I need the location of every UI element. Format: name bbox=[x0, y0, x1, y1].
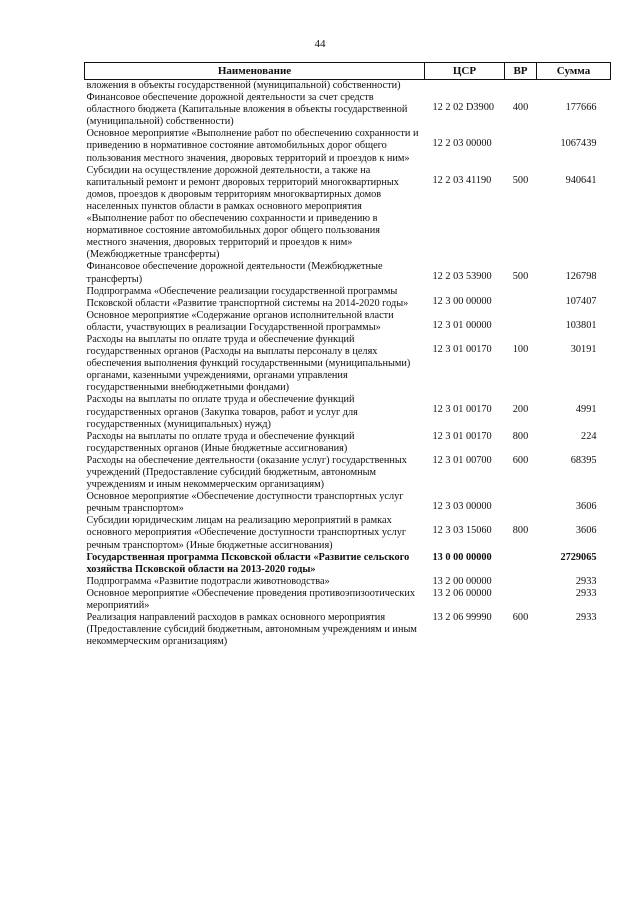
table-row bbox=[85, 431, 611, 455]
row-sum: 30191 bbox=[570, 343, 597, 355]
row-csr: 13 2 06 00000 bbox=[432, 587, 492, 599]
row-sum: 2933 bbox=[575, 587, 597, 599]
table-row bbox=[85, 165, 611, 262]
page-number: 44 bbox=[314, 38, 326, 50]
row-sum: 4991 bbox=[575, 404, 597, 416]
row-name: Финансовое обеспечение дорожной деятельности за счет средств областного бюджета (Капитальные вложения в объекты государственной (муниципальной) собственности) bbox=[86, 92, 408, 128]
row-sum: 3606 bbox=[575, 501, 597, 513]
table-row bbox=[85, 491, 611, 515]
row-vr: 500 bbox=[512, 174, 529, 186]
row-csr: 12 3 01 00000 bbox=[432, 319, 492, 331]
row-csr: 12 3 01 00170 bbox=[432, 404, 492, 416]
row-sum: 1067439 bbox=[560, 138, 597, 150]
row-vr: 800 bbox=[512, 430, 529, 442]
table-row bbox=[85, 286, 611, 310]
row-vr: 200 bbox=[512, 404, 529, 416]
row-name: Основное мероприятие «Обеспечение проведения противоэпизоотических мероприятий» bbox=[86, 587, 416, 612]
row-csr: 12 3 00 00000 bbox=[432, 295, 492, 307]
row-vr: 600 bbox=[512, 454, 529, 466]
row-csr bbox=[425, 80, 505, 93]
row-csr: 12 3 01 00700 bbox=[432, 454, 492, 466]
table-row bbox=[85, 455, 611, 491]
table-row bbox=[85, 576, 611, 588]
row-name: Основное мероприятие «Обеспечение доступности транспортных услуг речным транспортом» bbox=[86, 491, 404, 515]
row-vr bbox=[505, 80, 537, 93]
row-sum: 3606 bbox=[575, 525, 597, 537]
table-row bbox=[85, 394, 611, 430]
row-csr: 12 2 03 53900 bbox=[432, 271, 492, 283]
row-name: Основное мероприятие «Содержание органов исполнительной власти области, участвующих в реализации Государственной программы» bbox=[86, 309, 394, 333]
row-vr: 400 bbox=[512, 102, 529, 114]
header-name: Наименование bbox=[85, 63, 425, 80]
table-row bbox=[85, 334, 611, 394]
row-sum: 2933 bbox=[575, 575, 597, 587]
row-name: Подпрограмма «Развитие подотрасли животноводства» bbox=[86, 575, 330, 587]
row-csr: 12 3 01 00170 bbox=[432, 343, 492, 355]
row-sum: 177666 bbox=[565, 102, 597, 114]
row-vr: 500 bbox=[512, 271, 529, 283]
row-vr bbox=[505, 576, 537, 588]
row-csr: 12 2 03 00000 bbox=[432, 138, 492, 150]
table-row bbox=[85, 92, 611, 128]
row-csr: 12 3 03 15060 bbox=[432, 525, 492, 537]
row-vr bbox=[505, 128, 537, 164]
row-csr: 13 0 00 00000 bbox=[432, 551, 492, 563]
row-sum bbox=[537, 80, 611, 93]
row-csr: 13 2 06 99990 bbox=[432, 612, 492, 624]
header-csr: ЦСР bbox=[425, 63, 505, 80]
row-vr bbox=[505, 588, 537, 612]
header-sum: Сумма bbox=[537, 63, 611, 80]
budget-table bbox=[84, 62, 611, 648]
row-csr: 12 3 01 00170 bbox=[432, 430, 492, 442]
table-header-row bbox=[85, 63, 611, 80]
row-name: Субсидии юридическим лицам на реализацию мероприятий в рамках основного мероприятия «Обеспечение доступности транспортных услуг речным транспортом» (Иные бюджетные ассигнования) bbox=[86, 515, 407, 551]
row-csr: 13 2 00 00000 bbox=[432, 575, 492, 587]
row-name: Финансовое обеспечение дорожной деятельности (Межбюджетные трансферты) bbox=[86, 261, 383, 285]
row-name: Расходы на выплаты по оплате труда и обеспечение функций государственных органов (Расходы на выплаты персоналу в целях обеспечения выполнения функций государственными (муниципальными) органами, казенными учреждениями, органами управления государственными внебюджетными фондами) bbox=[86, 333, 411, 394]
table-row bbox=[85, 515, 611, 551]
row-name: Основное мероприятие «Выполнение работ по обеспечению сохранности и приведению в нормативное состояние автомобильных дорог общего пользования местного значения, дворовых территорий и проездов к ним» bbox=[86, 128, 419, 164]
table-row bbox=[85, 588, 611, 612]
row-vr bbox=[505, 310, 537, 334]
row-name: Расходы на выплаты по оплате труда и обеспечение функций государственных органов (Закупка товаров, работ и услуг для государственных (муниципальных) нужд) bbox=[86, 394, 358, 430]
row-vr bbox=[505, 491, 537, 515]
row-name: Расходы на обеспечение деятельности (оказание услуг) государственных учреждений (Предоставление субсидий бюджетным, автономным учреждениям и иным некоммерческим организациям) bbox=[86, 454, 407, 491]
row-csr: 12 3 03 00000 bbox=[432, 501, 492, 513]
row-sum: 940641 bbox=[565, 174, 597, 186]
row-vr: 600 bbox=[512, 612, 529, 624]
row-name: Подпрограмма «Обеспечение реализации государственной программы Псковской области «Развитие транспортной системы на 2014-2020 годы» bbox=[86, 285, 409, 309]
table-row bbox=[85, 128, 611, 164]
row-sum: 126798 bbox=[565, 271, 597, 283]
row-csr: 12 2 03 41190 bbox=[432, 174, 492, 186]
header-vr: ВР bbox=[505, 63, 537, 80]
table-row bbox=[85, 310, 611, 334]
row-name: Субсидии на осуществление дорожной деятельности, а также на капитальный ремонт и ремонт дворовых территорий многоквартирных домов, проездов к дворовым территориям многоквартирных домов населенных пунктов области в рамках основного мероприятия «Выполнение работ по обеспечению сохранности и приведению в нормативное состояние автомобильных дорог общего пользования местного значения, дворовых территорий и проездов к ним» (Межбюджетные трансферты) bbox=[86, 164, 399, 261]
row-sum: 2933 bbox=[575, 612, 597, 624]
row-name: Государственная программа Псковской области «Развитие сельского хозяйства Псковской области на 2013-2020 годы» bbox=[86, 551, 410, 575]
row-name: вложения в объекты государственной (муниципальной) собственности) bbox=[86, 80, 401, 91]
row-sum: 224 bbox=[581, 430, 597, 442]
row-csr: 12 2 02 D3900 bbox=[432, 102, 494, 114]
row-sum: 107407 bbox=[565, 295, 597, 307]
row-vr bbox=[505, 286, 537, 310]
table-row bbox=[85, 612, 611, 648]
row-sum: 103801 bbox=[565, 319, 597, 331]
row-sum: 68395 bbox=[570, 454, 597, 466]
row-name: Расходы на выплаты по оплате труда и обеспечение функций государственных органов (Иные бюджетные ассигнования) bbox=[86, 430, 355, 454]
row-name: Реализация направлений расходов в рамках основного мероприятия (Предоставление субсидий бюджетным, автономным учреждениям и иным некоммерческим организациям) bbox=[86, 612, 417, 648]
row-vr bbox=[505, 552, 537, 576]
row-vr: 800 bbox=[512, 525, 529, 537]
table-row bbox=[85, 261, 611, 285]
row-vr: 100 bbox=[512, 343, 529, 355]
table-row bbox=[85, 80, 611, 93]
table-row bbox=[85, 552, 611, 576]
row-sum: 2729065 bbox=[560, 551, 597, 563]
